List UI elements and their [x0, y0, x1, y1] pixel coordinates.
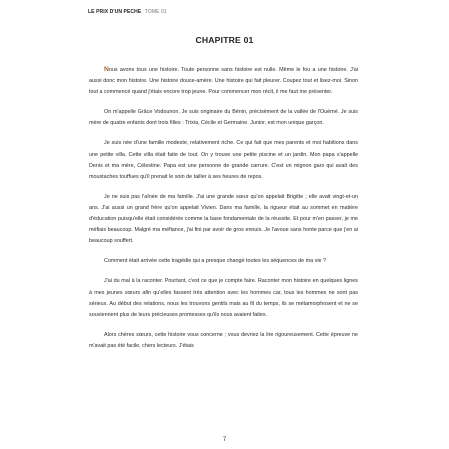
initial-letter: N: [104, 66, 109, 73]
paragraph: Alors chères sœurs, cette histoire vous concerne ; vous devriez la lire rigoureusement. Cette épreuve ne m'avait pas été facile, chers lecteurs. J'étais: [89, 331, 358, 349]
book-title: LE PRIX D'UN PECHE: [88, 9, 142, 15]
chapter-body: [89, 64, 358, 352]
paragraph-text: ous avons tous une histoire. Toute personne sans histoire est nulle. Même le fou a une histoire. J'ai aussi donc mon histoire. Une histoire douce-amère. Une histoire qui fait pleurer. Coupez tout et lisez-moi. Sinon tout a commencé quand j'étais encore trop jeune. Pour commencer mon récit, il me faut me présenter.: [89, 67, 358, 96]
paragraph: Comment était arrivée cette tragédie qui a presque changé toutes les séquences de ma vie ?: [104, 258, 327, 265]
paragraph: On m'appelle Grâce Vodounon. Je suis originaire du Bénin, précisément de la vallée de l'Ouémé. Je suis mère de quatre enfants dont trois filles : Trixia, Cécile et Germaine. Junior, est mon unique garçon.: [89, 109, 358, 127]
paragraph: J'ai du mal à la raconter. Pourtant, c'est ce que je compte faire. Raconter mon histoire en quelques lignes à mes jeunes sœurs afin qu'elles fassent très attention avec les hommes car, tous les hommes ne sont pas sérieux. Au début des relations, nous les trouvons gentils mais au fil du temps, ils se métamorphosent et ne se souviennent plus de leurs précieuses promesses qu'ils nous avaient faites.: [89, 278, 358, 318]
running-header: [88, 9, 167, 15]
paragraph: Je ne suis pas l'aînée de ma famille. J'ai une grande sœur qu'on appelait Brigitte ; elle avait vingt-et-un ans. J'ai aussi un grand frère qu'on appelait Vivien. Dans ma famille, la rigueur était au sommet en matière d'éducation puisqu'elle était considérée comme la base fondamentale de la réussite. Et pour m'en passer, je me méfiais beaucoup. Malgré ma méfiance, j'ai fini par avoir de gros ennuis. Je l'avoue sans honte parce que j'en ai beaucoup souffert.: [89, 193, 358, 245]
chapter-title: CHAPITRE 01: [195, 35, 254, 45]
paragraph: Je suis née d'une famille modeste, relativement riche. Ce qui fait que mes parents et moi habitions dans une petite villa. Cette villa était faite de tout. On y trouve une petite piscine et un jardin. Mon papa s'appelle Denis et ma mère, Célestine. Papa est une personne de grande carrure. C'est un mignon gars qui avait des moustaches touffues qu'il prenait le soin de tailler à ses heures de repos.: [89, 140, 358, 180]
paragraph: [89, 64, 358, 98]
page-number: 7: [222, 437, 227, 443]
volume-label: TOME 01: [144, 9, 167, 15]
